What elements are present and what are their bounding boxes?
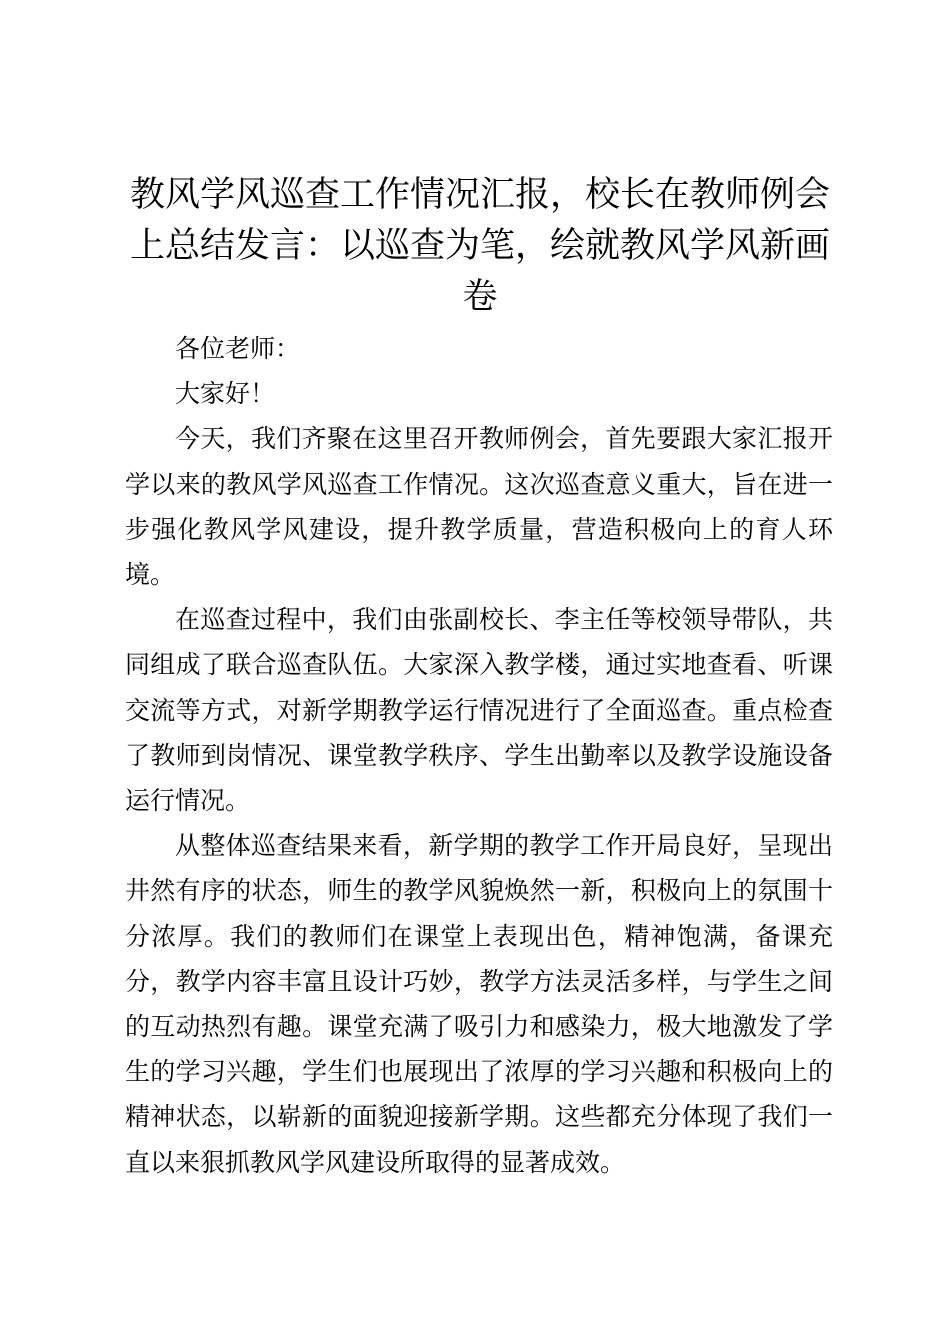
paragraph-intro: 今天，我们齐聚在这里召开教师例会，首先要跟大家汇报开学以来的教风学风巡查工作情况。这次巡查意义重大，旨在进一步强化教风学风建设，提升教学质量，营造积极向上的育人环境。 (125, 424, 833, 590)
document-body (125, 326, 833, 1185)
greeting: 大家好！ (175, 379, 276, 409)
document-title: 教风学风巡查工作情况汇报，校长在教师例会上总结发言：以巡查为笔，绘就教风学风新画卷 (129, 175, 830, 317)
paragraph-process: 在巡查过程中，我们由张副校长、李主任等校领导带队，共同组成了联合巡查队伍。大家深入教学楼，通过实地查看、听课交流等方式，对新学期教学运行情况进行了全面巡查。重点检查了教师到岗情况、课堂教学秩序、学生出勤率以及教学设施设备运行情况。 (125, 605, 833, 816)
salutation: 各位老师： (175, 334, 301, 363)
paragraph-results: 从整体巡查结果来看，新学期的教学工作开局良好，呈现出井然有序的状态，师生的教学风貌焕然一新，积极向上的氛围十分浓厚。我们的教师们在课堂上表现出色，精神饱满，备课充分，教学内容丰富且设计巧妙，教学方法灵活多样，与学生之间的互动热烈有趣。课堂充满了吸引力和感染力，极大地激发了学生的学习兴趣，学生们也展现出了浓厚的学习兴趣和积极向上的精神状态，以崭新的面貌迎接新学期。这些都充分体现了我们一直以来狠抓教风学风建设所取得的显著成效。 (125, 831, 833, 1177)
